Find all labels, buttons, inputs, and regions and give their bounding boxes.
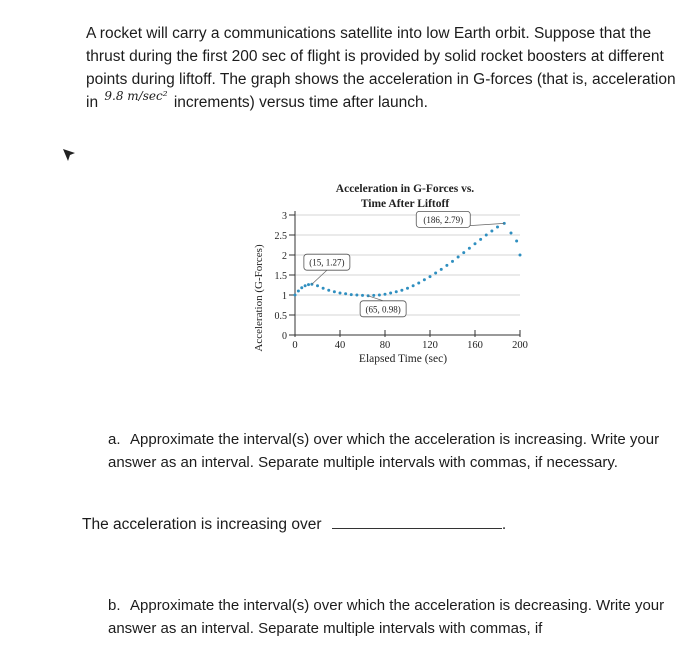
part-a-question: Approximate the interval(s) over which the acceleration is increasing. Write your answer as an interval. Separate multiple intervals with commas, if necessary. xyxy=(108,431,660,471)
data-point xyxy=(479,238,482,241)
data-point xyxy=(344,292,347,295)
data-point xyxy=(462,251,465,254)
y-tick-label: 1 xyxy=(282,291,287,302)
data-point xyxy=(384,293,387,296)
y-tick-label: 3 xyxy=(282,211,287,222)
problem-text-after: increments) versus time after launch. xyxy=(173,94,428,111)
data-point xyxy=(322,287,325,290)
data-point xyxy=(372,294,375,297)
data-point xyxy=(300,286,303,289)
data-point xyxy=(400,289,403,292)
y-tick-label: 0.5 xyxy=(274,311,287,322)
data-point xyxy=(333,290,336,293)
data-point xyxy=(297,290,300,293)
annotation-label: (15, 1.27) xyxy=(309,257,345,268)
part-a xyxy=(108,428,678,474)
data-point xyxy=(423,278,426,281)
x-tick-label: 160 xyxy=(467,340,483,351)
data-point xyxy=(327,289,330,292)
part-b-question: Approximate the interval(s) over which the acceleration is decreasing. Write your answer as an interval. Separate multiple intervals with commas, if xyxy=(108,597,665,637)
problem-text-before: A rocket will carry a communications satellite into low Earth orbit. Suppose that the thrust during the first 200 sec of flight is provided by solid rocket boosters at different points during liftoff. The graph shows the acceleration in G-forces (that is, acceleration in xyxy=(86,25,676,111)
y-tick-label: 0 xyxy=(282,331,287,342)
annotation-leader xyxy=(368,296,383,301)
data-point xyxy=(417,282,420,285)
part-a-answer-prompt: The acceleration is increasing over xyxy=(82,516,322,533)
y-tick-label: 2.5 xyxy=(274,231,287,242)
data-point xyxy=(468,247,471,250)
data-point xyxy=(451,260,454,263)
unit-expression: 9.8 m/sec² xyxy=(104,89,168,103)
data-point xyxy=(395,290,398,293)
data-point xyxy=(485,234,488,237)
data-point xyxy=(389,292,392,295)
data-point xyxy=(434,272,437,275)
data-point xyxy=(490,230,493,233)
annotation-label: (186, 2.79) xyxy=(423,214,464,225)
problem-statement xyxy=(86,22,686,115)
data-point xyxy=(510,232,513,235)
y-tick-label: 2 xyxy=(282,251,287,262)
data-point xyxy=(412,284,415,287)
data-point xyxy=(378,294,381,297)
x-axis-label: Elapsed Time (sec) xyxy=(358,353,448,365)
acceleration-chart xyxy=(240,170,550,375)
data-point xyxy=(316,284,319,287)
data-point xyxy=(304,284,307,287)
data-point xyxy=(515,240,518,243)
data-point xyxy=(361,294,364,297)
x-tick-label: 120 xyxy=(422,340,438,351)
chart-title-line2: Time After Liftoff xyxy=(360,198,450,210)
part-a-answer-line xyxy=(82,514,506,534)
data-point xyxy=(457,256,460,259)
y-axis-label: Acceleration (G-Forces) xyxy=(253,244,265,352)
x-tick-label: 0 xyxy=(292,340,298,351)
chart-title-line1: Acceleration in G-Forces vs. xyxy=(335,183,475,195)
data-point xyxy=(445,264,448,267)
data-point xyxy=(474,242,477,245)
data-point xyxy=(339,292,342,295)
data-point xyxy=(429,275,432,278)
x-tick-label: 200 xyxy=(512,340,528,351)
data-point xyxy=(519,254,522,257)
x-tick-label: 40 xyxy=(334,340,346,351)
answer-period: . xyxy=(501,516,507,533)
part-b xyxy=(108,594,678,640)
y-tick-label: 1.5 xyxy=(274,271,287,282)
data-point xyxy=(294,294,297,297)
annotation-leader xyxy=(312,270,327,284)
part-b-letter: b. xyxy=(108,597,121,614)
part-a-answer-input[interactable] xyxy=(332,514,502,529)
data-point xyxy=(355,294,358,297)
data-point xyxy=(496,226,499,229)
data-point xyxy=(307,283,310,286)
data-point xyxy=(440,268,443,271)
data-point xyxy=(350,293,353,296)
annotation-label: (65, 0.98) xyxy=(365,304,401,315)
part-a-letter: a. xyxy=(108,431,121,448)
x-tick-label: 80 xyxy=(379,340,391,351)
data-point xyxy=(406,287,409,290)
mouse-cursor-icon xyxy=(62,148,76,162)
